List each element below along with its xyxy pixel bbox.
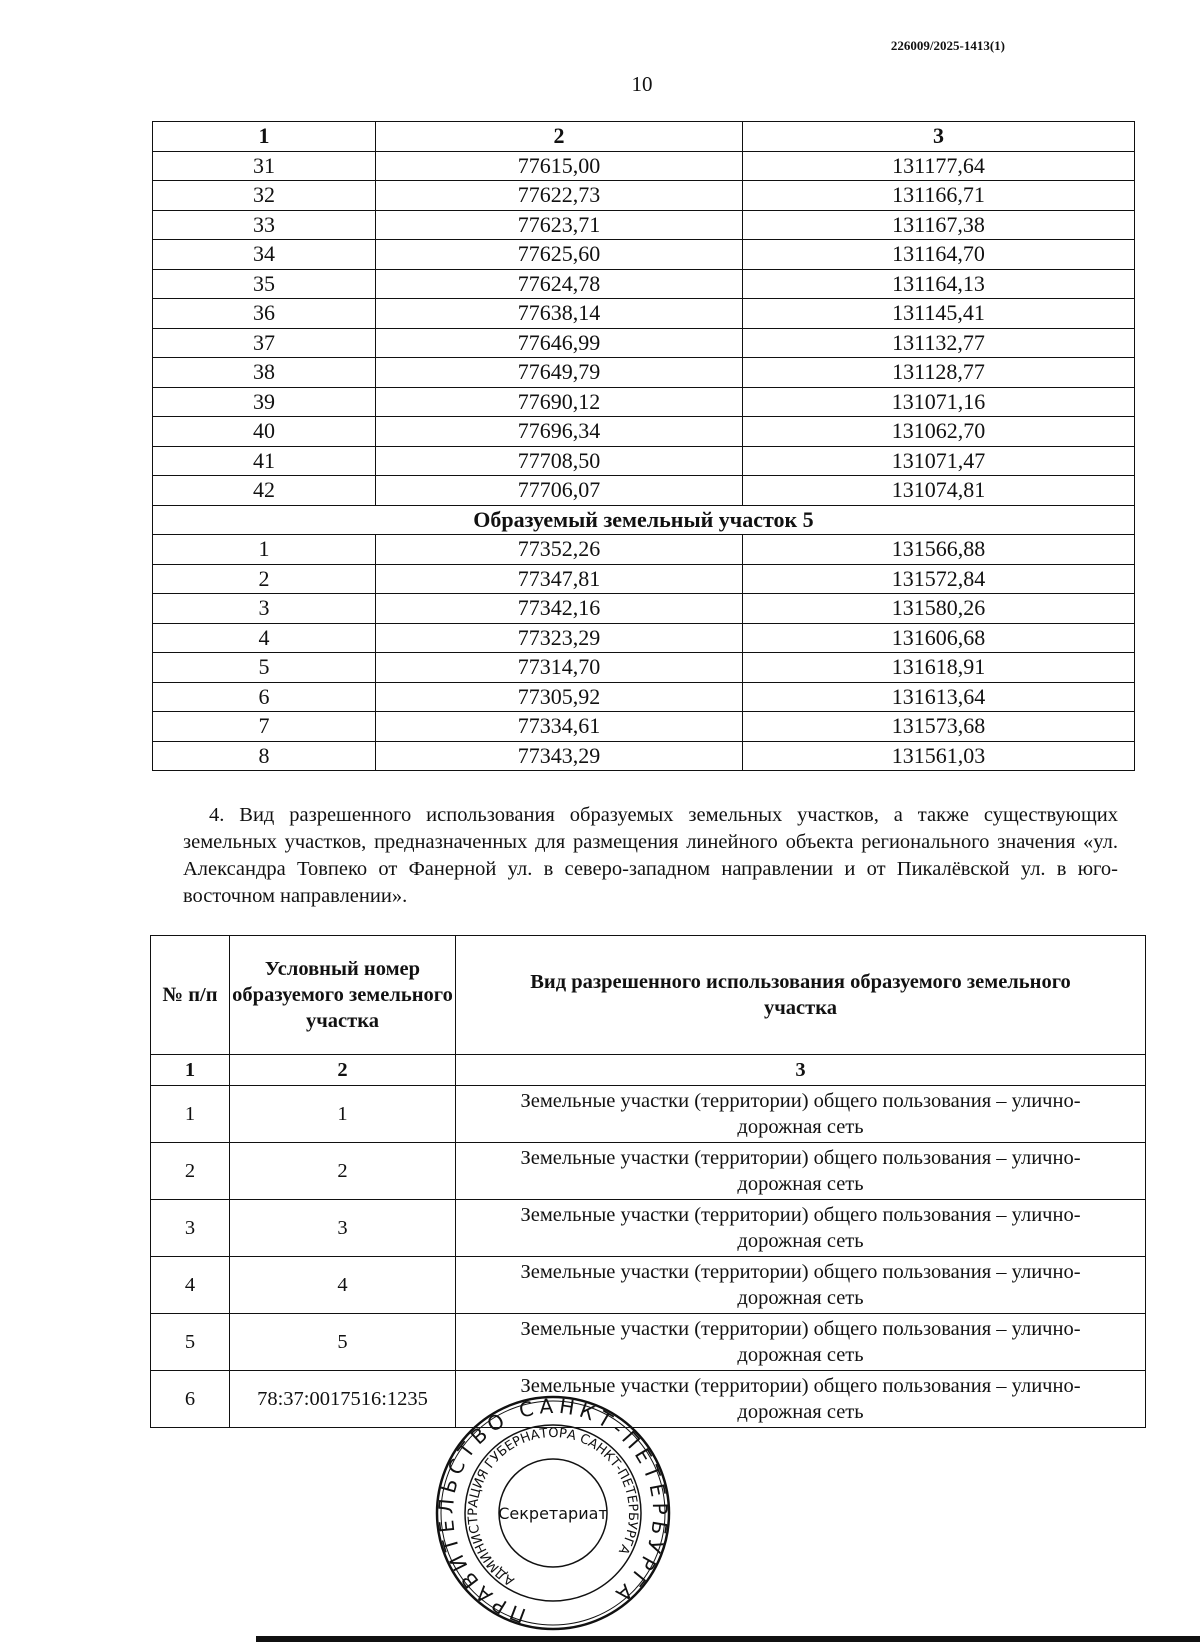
table-row bbox=[153, 269, 1135, 299]
table-cell: 42 bbox=[153, 476, 376, 506]
column-number: 1 bbox=[151, 1055, 230, 1086]
table-row bbox=[151, 1200, 1146, 1257]
table-row bbox=[153, 446, 1135, 476]
table-cell: 131071,16 bbox=[743, 387, 1135, 417]
table-row bbox=[153, 181, 1135, 211]
table-row bbox=[153, 476, 1135, 506]
table-row bbox=[153, 151, 1135, 181]
table-cell: Земельные участки (территории) общего пользования – улично-дорожная сеть bbox=[456, 1257, 1146, 1314]
column-number-row bbox=[151, 1055, 1146, 1086]
table-row bbox=[153, 653, 1135, 683]
column-header: № п/п bbox=[151, 936, 230, 1055]
table-cell: 77347,81 bbox=[376, 564, 743, 594]
table-cell: Земельные участки (территории) общего пользования – улично-дорожная сеть bbox=[456, 1143, 1146, 1200]
table-row bbox=[153, 210, 1135, 240]
table-cell: 4 bbox=[230, 1257, 456, 1314]
table-row bbox=[151, 1314, 1146, 1371]
paragraph-text: 4. Вид разрешенного использования образуемых земельных участков, а также существующих земельных участков, предназначенных для размещения линейного объекта регионального значения «ул. Александра Товпеко от Фанерной ул. в северо-западном направлении и от Пикалёвской ул. в юго-восточном направлении». bbox=[183, 804, 1118, 907]
table-cell: 131613,64 bbox=[743, 682, 1135, 712]
table-cell: 6 bbox=[153, 682, 376, 712]
stamp-inner-text: АДМИНИСТРАЦИЯ ГУБЕРНАТОРА САНКТ-ПЕТЕРБУРГА bbox=[465, 1425, 641, 1589]
table-cell: 77706,07 bbox=[376, 476, 743, 506]
table-cell: 77314,70 bbox=[376, 653, 743, 683]
table-cell: Земельные участки (территории) общего пользования – улично-дорожная сеть bbox=[456, 1200, 1146, 1257]
table-cell: 36 bbox=[153, 299, 376, 329]
table-cell: 35 bbox=[153, 269, 376, 299]
table-cell: 131074,81 bbox=[743, 476, 1135, 506]
table-cell: 131167,38 bbox=[743, 210, 1135, 240]
table-cell: 131166,71 bbox=[743, 181, 1135, 211]
table-cell: 77615,00 bbox=[376, 151, 743, 181]
table-cell: 131572,84 bbox=[743, 564, 1135, 594]
table-cell: 77638,14 bbox=[376, 299, 743, 329]
table-cell: 131071,47 bbox=[743, 446, 1135, 476]
section-4-paragraph bbox=[183, 802, 1118, 910]
table-cell: 5 bbox=[151, 1314, 230, 1371]
table-cell: 7 bbox=[153, 712, 376, 742]
table-cell: 77646,99 bbox=[376, 328, 743, 358]
bottom-border-line bbox=[256, 1636, 1200, 1642]
stamp-center-text: Секретариат bbox=[498, 1504, 608, 1523]
table-cell: 4 bbox=[153, 623, 376, 653]
table-cell: 5 bbox=[153, 653, 376, 683]
table-cell: 1 bbox=[153, 535, 376, 565]
table-cell: 37 bbox=[153, 328, 376, 358]
table-cell: Земельные участки (территории) общего пользования – улично-дорожная сеть bbox=[456, 1371, 1146, 1428]
coordinates-table bbox=[152, 121, 1135, 771]
table-cell: 131132,77 bbox=[743, 328, 1135, 358]
table-cell: 39 bbox=[153, 387, 376, 417]
table-cell: 1 bbox=[230, 1086, 456, 1143]
table-row bbox=[151, 1143, 1146, 1200]
table-cell: 131618,91 bbox=[743, 653, 1135, 683]
table-cell: 77625,60 bbox=[376, 240, 743, 270]
table-cell: 78:37:0017516:1235 bbox=[230, 1371, 456, 1428]
table-cell: 3 bbox=[230, 1200, 456, 1257]
section-title: Образуемый земельный участок 5 bbox=[153, 505, 1135, 535]
land-use-table bbox=[150, 935, 1146, 1428]
column-header: 2 bbox=[376, 122, 743, 152]
table-row bbox=[153, 741, 1135, 771]
table-row bbox=[153, 299, 1135, 329]
table-row bbox=[153, 712, 1135, 742]
column-header: 3 bbox=[743, 122, 1135, 152]
table-row bbox=[153, 682, 1135, 712]
table-row bbox=[153, 417, 1135, 447]
table-cell: 77334,61 bbox=[376, 712, 743, 742]
table-row bbox=[151, 1086, 1146, 1143]
table-cell: 38 bbox=[153, 358, 376, 388]
table-cell: 77622,73 bbox=[376, 181, 743, 211]
table-cell: 8 bbox=[153, 741, 376, 771]
table-header-row bbox=[153, 122, 1135, 152]
table-row bbox=[153, 328, 1135, 358]
table-cell: 2 bbox=[230, 1143, 456, 1200]
column-number: 3 bbox=[456, 1055, 1146, 1086]
table-cell: 77343,29 bbox=[376, 741, 743, 771]
table-cell: 1 bbox=[151, 1086, 230, 1143]
table-cell: 77323,29 bbox=[376, 623, 743, 653]
column-header: 1 bbox=[153, 122, 376, 152]
table-row bbox=[153, 387, 1135, 417]
table-cell: 77690,12 bbox=[376, 387, 743, 417]
table-cell: 2 bbox=[151, 1143, 230, 1200]
table-row bbox=[153, 535, 1135, 565]
table-cell: 41 bbox=[153, 446, 376, 476]
table-cell: 77708,50 bbox=[376, 446, 743, 476]
table-cell: 131561,03 bbox=[743, 741, 1135, 771]
table-cell: Земельные участки (территории) общего пользования – улично-дорожная сеть bbox=[456, 1086, 1146, 1143]
secretariat-stamp bbox=[433, 1393, 673, 1638]
table-cell: 131164,70 bbox=[743, 240, 1135, 270]
table-cell: 131573,68 bbox=[743, 712, 1135, 742]
table-cell: 77649,79 bbox=[376, 358, 743, 388]
table-cell: 131606,68 bbox=[743, 623, 1135, 653]
table-cell: 31 bbox=[153, 151, 376, 181]
column-header: Условный номер образуемого земельного участка bbox=[230, 936, 456, 1055]
table-cell: 131062,70 bbox=[743, 417, 1135, 447]
table-cell: 131177,64 bbox=[743, 151, 1135, 181]
table-cell: 4 bbox=[151, 1257, 230, 1314]
table-row bbox=[153, 358, 1135, 388]
table-cell: 6 bbox=[151, 1371, 230, 1428]
column-header: Вид разрешенного использования образуемого земельного участка bbox=[456, 936, 1146, 1055]
table-cell: 77623,71 bbox=[376, 210, 743, 240]
section-row bbox=[153, 505, 1135, 535]
table-cell: 131145,41 bbox=[743, 299, 1135, 329]
column-number: 2 bbox=[230, 1055, 456, 1086]
table-cell: 32 bbox=[153, 181, 376, 211]
page-number: 10 bbox=[631, 72, 653, 96]
table-cell: 77624,78 bbox=[376, 269, 743, 299]
table-cell: 33 bbox=[153, 210, 376, 240]
table-cell: 77696,34 bbox=[376, 417, 743, 447]
table-header-row bbox=[151, 936, 1146, 1055]
table-cell: 131580,26 bbox=[743, 594, 1135, 624]
table-cell: 131164,13 bbox=[743, 269, 1135, 299]
table-cell: 34 bbox=[153, 240, 376, 270]
table-cell: 77352,26 bbox=[376, 535, 743, 565]
table-cell: 3 bbox=[151, 1200, 230, 1257]
table-row bbox=[153, 240, 1135, 270]
table-cell: 2 bbox=[153, 564, 376, 594]
table-cell: 131566,88 bbox=[743, 535, 1135, 565]
table-cell: 40 bbox=[153, 417, 376, 447]
stamp-outer-text: ПРАВИТЕЛЬСТВО САНКТ-ПЕТЕРБУРГА bbox=[433, 1393, 673, 1628]
table-row bbox=[153, 594, 1135, 624]
table-row bbox=[153, 564, 1135, 594]
table-cell: 131128,77 bbox=[743, 358, 1135, 388]
table-row bbox=[153, 623, 1135, 653]
table-row bbox=[151, 1257, 1146, 1314]
table-cell: 77342,16 bbox=[376, 594, 743, 624]
table-cell: 77305,92 bbox=[376, 682, 743, 712]
table-cell: 5 bbox=[230, 1314, 456, 1371]
table-cell: 3 bbox=[153, 594, 376, 624]
document-code: 226009/2025-1413(1) bbox=[890, 38, 1005, 53]
table-cell: Земельные участки (территории) общего пользования – улично-дорожная сеть bbox=[456, 1314, 1146, 1371]
